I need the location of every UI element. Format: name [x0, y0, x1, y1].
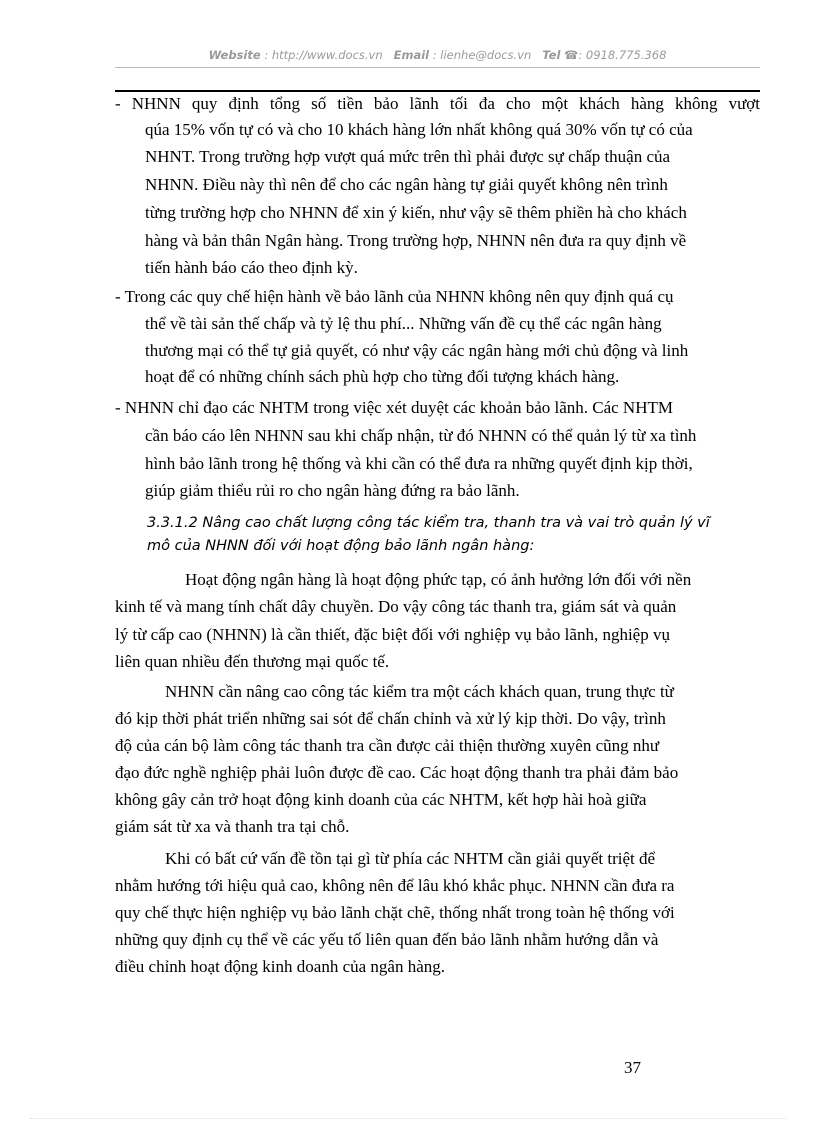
header-website-value: : http://www.docs.vn: [264, 48, 383, 62]
bullet-1-line-5: từng trường hợp cho NHNN để xin ý kiến, như vậy sẽ thêm phiền hà cho khách: [145, 203, 687, 222]
bullet-1-line-7: tiến hành báo cáo theo định kỳ.: [145, 258, 358, 277]
paragraph-2-line-4: đạo đức nghề nghiệp phải luôn được đề cao. Các hoạt động thanh tra phải đảm bảo: [115, 763, 679, 782]
paragraph-2-line-5: không gây cản trở hoạt động kinh doanh của các NHTM, kết hợp hài hoà giữa: [115, 790, 647, 809]
bullet-1-line-1: - NHNN quy định tổng số tiền bảo lãnh tối đa cho một khách hàng không vượt: [115, 94, 760, 113]
page-number: 37: [624, 1058, 641, 1077]
paragraph-2-line-6: giám sát từ xa và thanh tra tại chỗ.: [115, 817, 350, 836]
paragraph-1-line-2: kinh tế và mang tính chất dây chuyền. Do vậy công tác thanh tra, giám sát và quản: [115, 597, 677, 616]
section-heading-line-2: mô của NHNN đối với hoạt động bảo lãnh ngân hàng:: [147, 538, 535, 554]
paragraph-1-line-4: liên quan nhiều đến thương mại quốc tế.: [115, 652, 390, 671]
bullet-1-line-2: qúa 15% vốn tự có và cho 10 khách hàng lớn nhất không quá 30% vốn tự có của: [145, 120, 693, 139]
section-heading-line-1: 3.3.1.2 Nâng cao chất lượng công tác kiểm tra, thanh tra và vai trò quản lý vĩ: [147, 515, 710, 531]
header-divider: [115, 67, 760, 68]
page-header: [115, 48, 760, 64]
paragraph-2-line-2: đó kịp thời phát triển những sai sót để chấn chỉnh và xử lý kịp thời. Do vậy, trình: [115, 709, 666, 728]
bullet-1-line-3: NHNT. Trong trường hợp vượt quá mức trên thì phải được sự chấp thuận của: [145, 147, 671, 166]
paragraph-3-line-3: quy chế thực hiện nghiệp vụ bảo lãnh chặt chẽ, thống nhất trong toàn hệ thống với: [115, 903, 675, 922]
header-email-value: : lienhe@docs.vn: [432, 48, 532, 62]
paragraph-2-line-3: độ của cán bộ làm công tác thanh tra cần được cải thiện thường xuyên cũng như: [115, 736, 660, 755]
header-email-label: Email: [393, 48, 430, 62]
header-tel-label: Tel: [542, 48, 561, 62]
bullet-2-line-2: thể về tài sản thế chấp và tỷ lệ thu phí... Những vấn đề cụ thể các ngân hàng: [145, 314, 662, 333]
paragraph-3-line-4: những quy định cụ thể về các yếu tố liên quan đến bảo lãnh nhằm hướng dẫn và: [115, 930, 659, 949]
bullet-1-line-6: hàng và bản thân Ngân hàng. Trong trường hợp, NHNN nên đưa ra quy định về: [145, 231, 687, 250]
bullet-1-line-4: NHNN. Điều này thì nên để cho các ngân hàng tự giải quyết không nên trình: [145, 175, 668, 194]
bullet-3-line-3: hình bảo lãnh trong hệ thống và khi cần có thể đưa ra những quyết định kịp thời,: [145, 454, 693, 473]
header-tel-value: : 0918.775.368: [578, 48, 667, 62]
bullet-2-line-3: thương mại có thể tự giả quyết, có như vậy các ngân hàng mới chủ động và linh: [145, 341, 689, 360]
bullet-2-line-1: - Trong các quy chế hiện hành về bảo lãnh của NHNN không nên quy định quá cụ: [115, 287, 674, 306]
footer-divider: [30, 1118, 786, 1119]
paragraph-1-line-3: lý từ cấp cao (NHNN) là cần thiết, đặc biệt đối với nghiệp vụ bảo lãnh, nghiệp vụ: [115, 625, 670, 644]
telephone-icon: ☎: [564, 48, 579, 62]
bullet-3-line-2: cần báo cáo lên NHNN sau khi chấp nhận, từ đó NHNN có thể quản lý từ xa tình: [145, 426, 697, 445]
paragraph-3-line-2: nhằm hướng tới hiệu quả cao, không nên để lâu khó khắc phục. NHNN cần đưa ra: [115, 876, 675, 895]
paragraph-3-line-5: điều chỉnh hoạt động kinh doanh của ngân hàng.: [115, 957, 446, 976]
paragraph-1-line-1: Hoạt động ngân hàng là hoạt động phức tạp, có ảnh hưởng lớn đối với nền: [185, 570, 692, 589]
paragraph-2-line-1: NHNN cần nâng cao công tác kiểm tra một cách khách quan, trung thực từ: [165, 682, 674, 701]
bullet-2-line-4: hoạt để có những chính sách phù hợp cho từng đối tượng khách hàng.: [145, 367, 620, 386]
bullet-3-line-4: giúp giảm thiểu rủi ro cho ngân hàng đứng ra bảo lãnh.: [145, 481, 520, 500]
bullet-3-line-1: - NHNN chỉ đạo các NHTM trong việc xét duyệt các khoản bảo lãnh. Các NHTM: [115, 398, 673, 417]
header-website-label: Website: [208, 48, 261, 62]
paragraph-3-line-1: Khi có bất cứ vấn đề tồn tại gì từ phía các NHTM cần giải quyết triệt để: [165, 849, 656, 868]
